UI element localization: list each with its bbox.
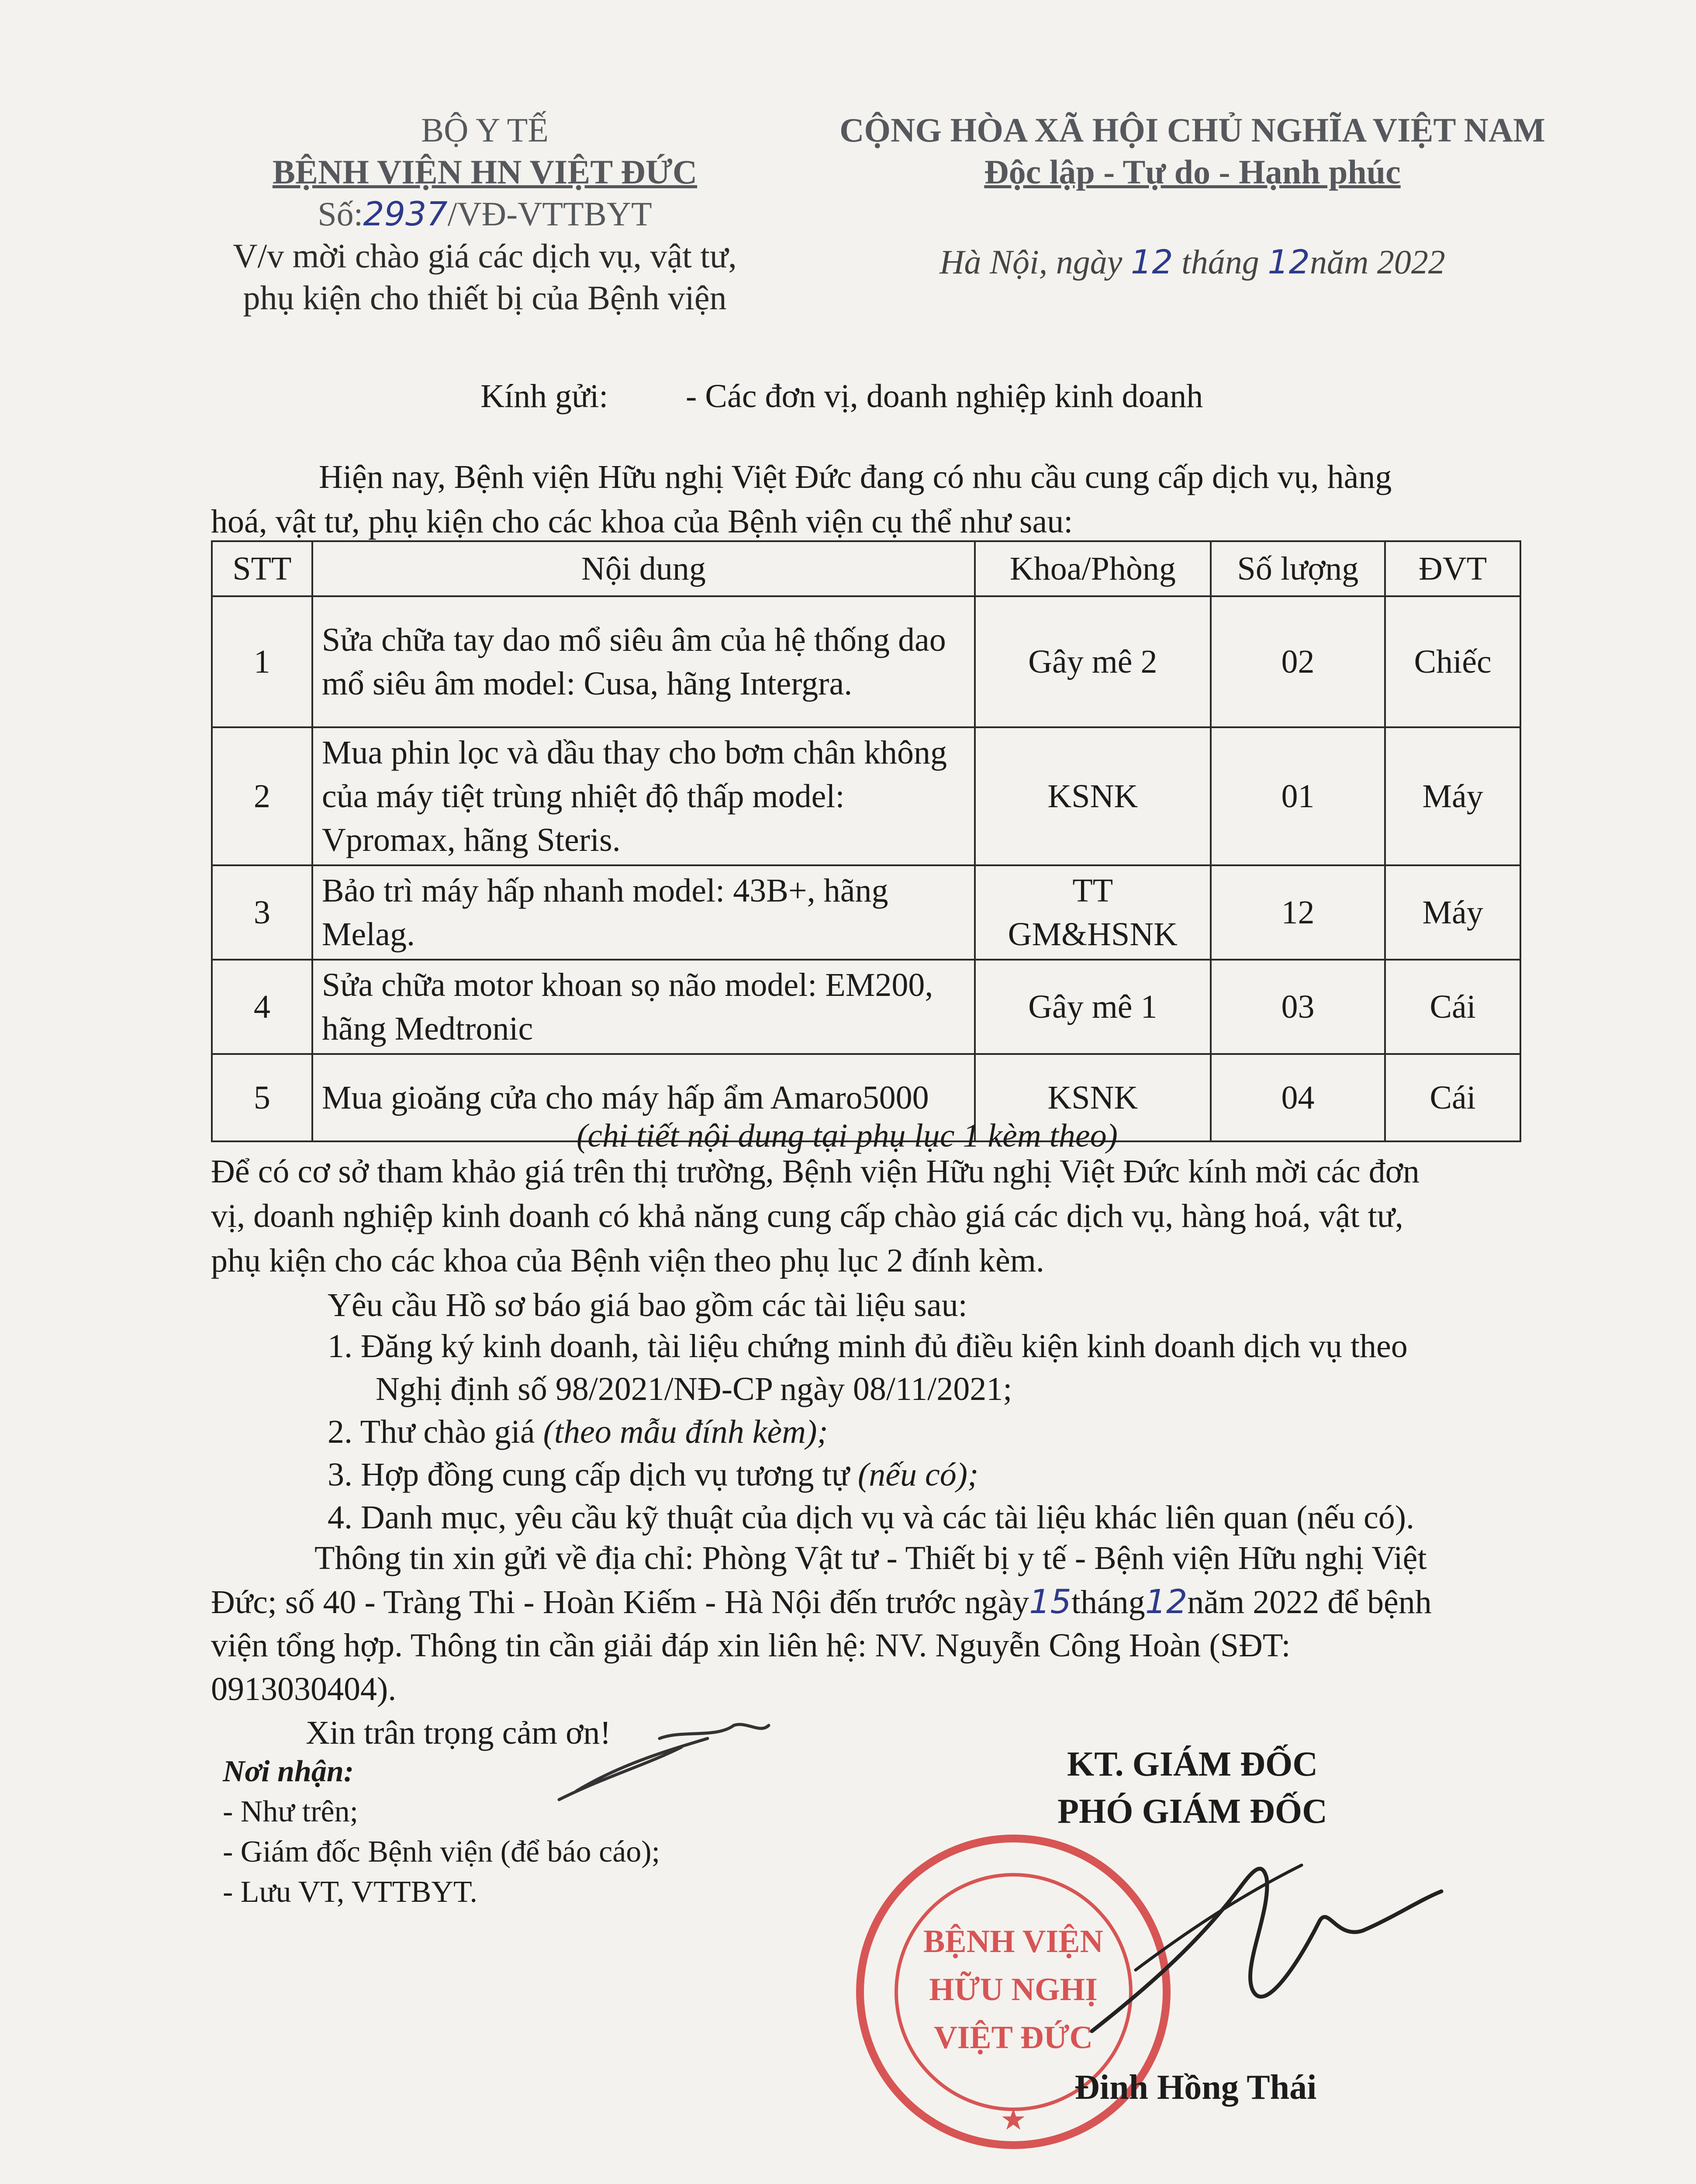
cell-stt: 5: [212, 1054, 312, 1141]
header-left: [192, 109, 777, 319]
director-signature-icon: [1057, 1826, 1450, 2053]
requirements-intro: Yêu cầu Hồ sơ báo giá bao gồm các tài liệu sau:: [328, 1287, 967, 1324]
cell-dept: Gây mê 1: [975, 960, 1211, 1054]
cell-stt: 2: [212, 727, 312, 865]
cell-unit: Cái: [1385, 960, 1520, 1054]
cell-unit: Máy: [1385, 865, 1520, 960]
cell-stt: 4: [212, 960, 312, 1054]
cell-qty: 03: [1211, 960, 1385, 1054]
contact-line-4: 0913030404).: [211, 1671, 397, 1707]
recipient-value: - Các đơn vị, doanh nghiệp kinh doanh: [686, 378, 1203, 415]
col-header-unit: ĐVT: [1385, 541, 1520, 596]
requirement-item-1: 1. Đăng ký kinh doanh, tài liệu chứng minh đủ điều kiện kinh doanh dịch vụ theo: [328, 1328, 1408, 1365]
cell-unit: Chiếc: [1385, 596, 1520, 727]
col-header-dept: Khoa/Phòng: [975, 541, 1211, 596]
signature-title: KT. GIÁM ĐỐC PHÓ GIÁM ĐỐC: [1057, 1745, 1327, 1831]
cell-dept: TT GM&HSNK: [975, 865, 1211, 960]
requirement-item-4: 4. Danh mục, yêu cầu kỹ thuật của dịch vụ và các tài liệu khác liên quan (nếu có).: [328, 1499, 1415, 1536]
recipients-block: [223, 1752, 660, 1912]
table-header-row: [212, 541, 1520, 596]
stamp-text-2: HỮU NGHỊ: [929, 1972, 1098, 2008]
cell-qty: 02: [1211, 596, 1385, 727]
cell-content: Mua gioăng cửa cho máy hấp ẩm Amaro5000: [312, 1054, 975, 1141]
subject-line-1: V/v mời chào giá các dịch vụ, vật tư,: [233, 237, 737, 275]
document-number: Số:2937/VĐ-VTTBYT: [318, 194, 652, 233]
stamp-text-1: BỆNH VIỆN: [923, 1924, 1103, 1959]
table-row: [212, 960, 1520, 1054]
cell-content: Sửa chữa motor khoan sọ não model: EM200, hãng Medtronic: [312, 960, 975, 1054]
table-note: (chi tiết nội dung tại phụ lục 1 kèm theo): [577, 1117, 1118, 1154]
cell-content: Sửa chữa tay dao mổ siêu âm của hệ thống dao mổ siêu âm model: Cusa, hãng Intergra.: [312, 596, 975, 727]
cell-unit: Máy: [1385, 727, 1520, 865]
national-motto: Độc lập - Tự do - Hạnh phúc: [984, 153, 1401, 191]
country-name: CỘNG HÒA XÃ HỘI CHỦ NGHĨA VIỆT NAM: [839, 111, 1545, 149]
intro-line-1: Hiện nay, Bệnh viện Hữu nghị Việt Đức đang có nhu cầu cung cấp dịch vụ, hàng: [319, 459, 1392, 495]
stamp-star-icon: ★: [1002, 2105, 1025, 2134]
cell-stt: 3: [212, 865, 312, 960]
para2-line-1: Để có cơ sở tham khảo giá trên thị trường, Bệnh viện Hữu nghị Việt Đức kính mời các đơn: [211, 1153, 1420, 1190]
cell-dept: Gây mê 2: [975, 596, 1211, 727]
contact-line-2: Đức; số 40 - Tràng Thi - Hoàn Kiếm - Hà Nội đến trước ngày15tháng12năm 2022 để bệnh: [211, 1582, 1432, 1621]
col-header-content: Nội dung: [312, 541, 975, 596]
signatory-name: Đinh Hồng Thái: [1074, 2068, 1317, 2107]
contact-line-1: Thông tin xin gửi về địa chỉ: Phòng Vật tư - Thiết bị y tế - Bệnh viện Hữu nghị Việt: [314, 1540, 1427, 1576]
contact-line-3: viện tổng hợp. Thông tin cần giải đáp xin liên hệ: NV. Nguyễn Công Hoàn (SĐT:: [211, 1627, 1291, 1664]
requirement-item-3: 3. Hợp đồng cung cấp dịch vụ tương tự (nếu có);: [328, 1456, 979, 1493]
cell-content: Bảo trì máy hấp nhanh model: 43B+, hãng Melag.: [312, 865, 975, 960]
handwritten-number: 2937: [363, 194, 448, 233]
cell-unit: Cái: [1385, 1054, 1520, 1141]
handwritten-day: 12: [1130, 242, 1173, 281]
recipient-item: - Như trên;: [223, 1795, 359, 1828]
para2-line-3: phụ kiện cho các khoa của Bệnh viện theo phụ lục 2 đính kèm.: [211, 1242, 1044, 1279]
cell-qty: 04: [1211, 1054, 1385, 1141]
recipient-item: - Lưu VT, VTTBYT.: [223, 1875, 477, 1909]
recipient-label: Kính gửi:: [480, 378, 608, 415]
closing-line: Xin trân trọng cảm ơn!: [306, 1714, 611, 1751]
intro-line-2: hoá, vật tư, phụ kiện cho các khoa của Bệnh viện cụ thể như sau:: [211, 503, 1073, 540]
col-header-qty: Số lượng: [1211, 541, 1385, 596]
requirement-item-2: 2. Thư chào giá (theo mẫu đính kèm);: [328, 1413, 828, 1450]
subject-line-2: phụ kiện cho thiết bị của Bệnh viện: [243, 279, 727, 317]
stamp-text-3: VIỆT ĐỨC: [934, 2020, 1093, 2056]
handwritten-month: 12: [1268, 242, 1310, 281]
header-right: [777, 109, 1607, 283]
cell-stt: 1: [212, 596, 312, 727]
request-table: [211, 540, 1521, 1142]
cell-qty: 12: [1211, 865, 1385, 960]
table-row: [212, 727, 1520, 865]
handwritten-deadline-day: 15: [1029, 1582, 1071, 1621]
recipients-title: Nơi nhận:: [223, 1755, 354, 1788]
table-row: [212, 865, 1520, 960]
cell-qty: 01: [1211, 727, 1385, 865]
table-row: [212, 596, 1520, 727]
hospital-name: BỆNH VIỆN HN VIỆT ĐỨC: [272, 153, 698, 191]
col-header-stt: STT: [212, 541, 312, 596]
para2-line-2: vị, doanh nghiệp kinh doanh có khả năng cung cấp chào giá các dịch vụ, hàng hoá, vật tư,: [211, 1198, 1403, 1234]
handwritten-deadline-month: 12: [1145, 1582, 1188, 1621]
requirement-item-1-cont: Nghị định số 98/2021/NĐ-CP ngày 08/11/2021;: [376, 1371, 1012, 1407]
document-date: Hà Nội, ngày 12 tháng 12năm 2022: [940, 242, 1445, 281]
cell-content: Mua phin lọc và dầu thay cho bơm chân không của máy tiệt trùng nhiệt độ thấp model: Vpromax, hãng Steris.: [312, 727, 975, 865]
cell-dept: KSNK: [975, 1054, 1211, 1141]
cell-dept: KSNK: [975, 727, 1211, 865]
ministry-name: BỘ Y TẾ: [421, 111, 549, 149]
recipient-item: - Giám đốc Bệnh viện (để báo cáo);: [223, 1835, 660, 1869]
